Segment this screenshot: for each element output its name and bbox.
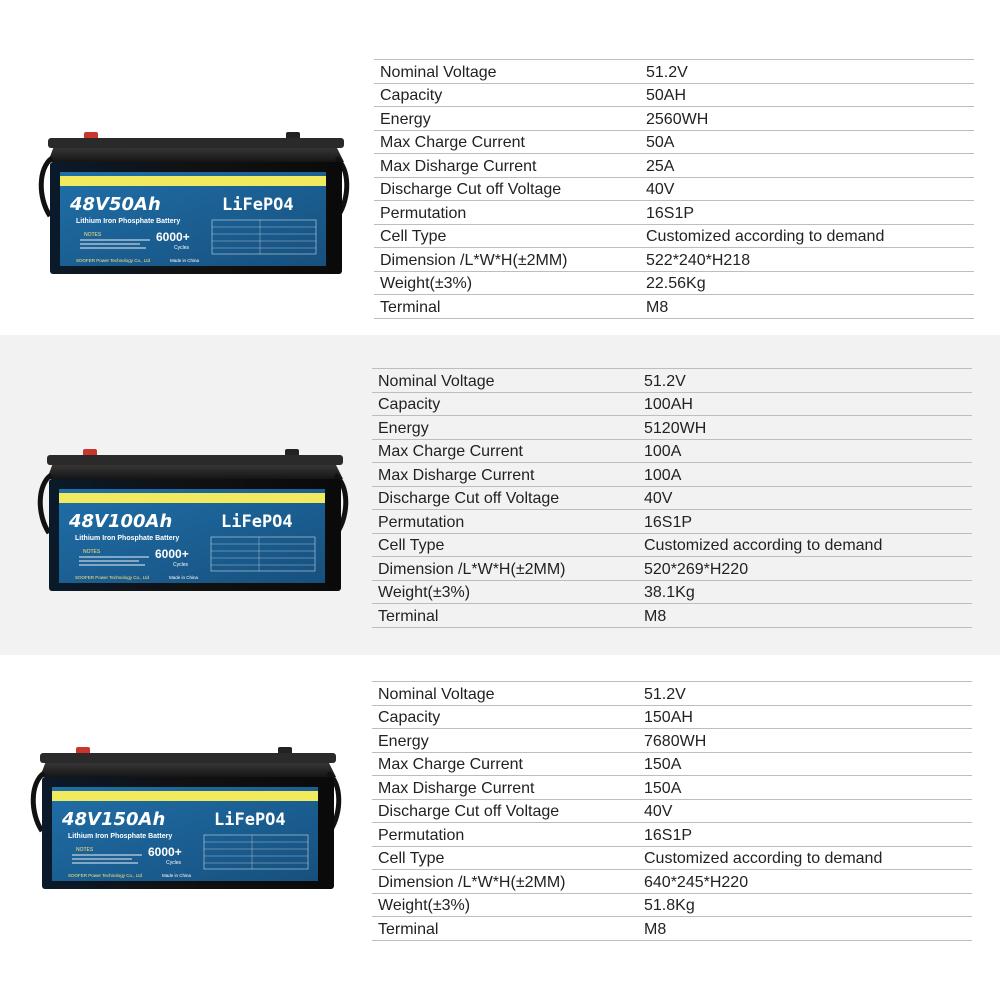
label-model: 48V50Ah (70, 194, 161, 215)
battery-lid (47, 463, 343, 479)
spec-value: 50AH (624, 83, 974, 107)
spec-label: Nominal Voltage (374, 60, 624, 84)
label-stripe (60, 176, 326, 186)
label-cycles-unit: Cycles (173, 562, 189, 568)
spec-value: 40V (622, 486, 972, 510)
spec-label: Max Charge Current (374, 130, 624, 154)
spec-row (372, 917, 972, 941)
label-cycles: 6000+ (156, 230, 190, 244)
spec-label: Terminal (374, 295, 624, 319)
spec-label: Energy (372, 416, 622, 440)
spec-value: 150A (622, 752, 972, 776)
label-model: 48V150Ah (62, 809, 166, 830)
label-maker: SOOFER Power Technology Co., Ltd (75, 575, 149, 580)
spec-label: Max Disharge Current (372, 463, 622, 487)
spec-label: Capacity (372, 705, 622, 729)
spec-row (372, 776, 972, 800)
spec-label: Cell Type (372, 846, 622, 870)
spec-label: Discharge Cut off Voltage (372, 486, 622, 510)
spec-row (372, 682, 972, 706)
label-cycles: 6000+ (148, 845, 182, 859)
label-stripe (52, 791, 318, 801)
spec-label: Max Disharge Current (374, 154, 624, 178)
spec-value: 25A (624, 154, 974, 178)
spec-row (374, 83, 974, 107)
spec-value: 51.2V (622, 682, 972, 706)
spec-value: 7680WH (622, 729, 972, 753)
label-chemistry: LiFePO4 (214, 810, 286, 830)
spec-label: Nominal Voltage (372, 682, 622, 706)
spec-value: 150A (622, 776, 972, 800)
label-stripe (59, 493, 325, 503)
spec-value: 38.1Kg (622, 580, 972, 604)
battery-image (35, 445, 350, 595)
spec-label: Weight(±3%) (372, 580, 622, 604)
label-cycles-unit: Cycles (166, 860, 182, 866)
spec-label: Capacity (374, 83, 624, 107)
label-cycles: 6000+ (155, 547, 189, 561)
spec-label: Terminal (372, 917, 622, 941)
label-notes: NOTES (83, 549, 101, 555)
spec-table (374, 59, 974, 319)
label-subtitle: Lithium Iron Phosphate Battery (68, 833, 173, 840)
spec-label: Permutation (374, 201, 624, 225)
spec-value: 22.56Kg (624, 271, 974, 295)
battery-image (28, 743, 343, 893)
spec-row (372, 823, 972, 847)
label-notes: NOTES (76, 847, 94, 853)
spec-row (372, 533, 972, 557)
label-maker: SOOFER Power Technology Co., Ltd (76, 258, 150, 263)
battery-lid (48, 146, 344, 162)
spec-label: Nominal Voltage (372, 369, 622, 393)
spec-row (374, 130, 974, 154)
spec-label: Cell Type (374, 224, 624, 248)
spec-row (372, 846, 972, 870)
spec-row (374, 224, 974, 248)
spec-row (372, 369, 972, 393)
spec-row (374, 201, 974, 225)
spec-value: 40V (622, 799, 972, 823)
spec-value: 5120WH (622, 416, 972, 440)
spec-row (372, 486, 972, 510)
spec-label: Energy (372, 729, 622, 753)
spec-row (372, 416, 972, 440)
spec-value: 16S1P (622, 510, 972, 534)
label-notes: NOTES (84, 232, 102, 238)
spec-value: 51.8Kg (622, 893, 972, 917)
spec-row (374, 107, 974, 131)
label-chemistry: LiFePO4 (222, 195, 294, 215)
spec-value: 150AH (622, 705, 972, 729)
spec-label: Max Disharge Current (372, 776, 622, 800)
label-maker: SOOFER Power Technology Co., Ltd (68, 873, 142, 878)
spec-row (374, 248, 974, 272)
spec-value: 522*240*H218 (624, 248, 974, 272)
spec-row (372, 392, 972, 416)
label-subtitle: Lithium Iron Phosphate Battery (76, 218, 181, 225)
spec-value: M8 (622, 917, 972, 941)
spec-row (372, 752, 972, 776)
battery-lid (40, 761, 336, 777)
spec-label: Cell Type (372, 533, 622, 557)
label-origin: Made in China (162, 873, 192, 878)
spec-value: 16S1P (622, 823, 972, 847)
spec-label: Max Charge Current (372, 752, 622, 776)
spec-value: 51.2V (622, 369, 972, 393)
spec-label: Dimension /L*W*H(±2MM) (374, 248, 624, 272)
spec-value: 2560WH (624, 107, 974, 131)
spec-row (374, 271, 974, 295)
spec-label: Terminal (372, 604, 622, 628)
label-cycles-unit: Cycles (174, 245, 190, 251)
spec-label: Weight(±3%) (374, 271, 624, 295)
spec-row (374, 154, 974, 178)
label-origin: Made in China (169, 575, 199, 580)
label-model: 48V100Ah (69, 511, 173, 532)
spec-table (372, 368, 972, 628)
label-subtitle: Lithium Iron Phosphate Battery (75, 535, 180, 542)
spec-row (372, 463, 972, 487)
spec-value: 100AH (622, 392, 972, 416)
spec-row (372, 604, 972, 628)
spec-label: Energy (374, 107, 624, 131)
spec-value: M8 (622, 604, 972, 628)
spec-row (372, 705, 972, 729)
spec-value: Customized according to demand (622, 533, 972, 557)
spec-value: 100A (622, 439, 972, 463)
spec-value: 50A (624, 130, 974, 154)
spec-value: Customized according to demand (622, 846, 972, 870)
spec-label: Capacity (372, 392, 622, 416)
spec-label: Discharge Cut off Voltage (372, 799, 622, 823)
spec-label: Weight(±3%) (372, 893, 622, 917)
label-chemistry: LiFePO4 (221, 512, 293, 532)
spec-row (372, 580, 972, 604)
spec-row (372, 510, 972, 534)
spec-row (374, 60, 974, 84)
spec-row (372, 729, 972, 753)
spec-value: 520*269*H220 (622, 557, 972, 581)
label-origin: Made in China (170, 258, 200, 263)
spec-value: 40V (624, 177, 974, 201)
spec-label: Permutation (372, 823, 622, 847)
spec-label: Dimension /L*W*H(±2MM) (372, 557, 622, 581)
spec-row (374, 177, 974, 201)
spec-table (372, 681, 972, 941)
spec-value: M8 (624, 295, 974, 319)
spec-row (374, 295, 974, 319)
spec-label: Permutation (372, 510, 622, 534)
spec-label: Dimension /L*W*H(±2MM) (372, 870, 622, 894)
spec-row (372, 870, 972, 894)
spec-value: 100A (622, 463, 972, 487)
spec-value: 51.2V (624, 60, 974, 84)
spec-label: Max Charge Current (372, 439, 622, 463)
spec-row (372, 557, 972, 581)
spec-value: 640*245*H220 (622, 870, 972, 894)
spec-row (372, 893, 972, 917)
spec-row (372, 439, 972, 463)
spec-value: 16S1P (624, 201, 974, 225)
spec-row (372, 799, 972, 823)
spec-value: Customized according to demand (624, 224, 974, 248)
spec-label: Discharge Cut off Voltage (374, 177, 624, 201)
battery-image (36, 128, 351, 278)
